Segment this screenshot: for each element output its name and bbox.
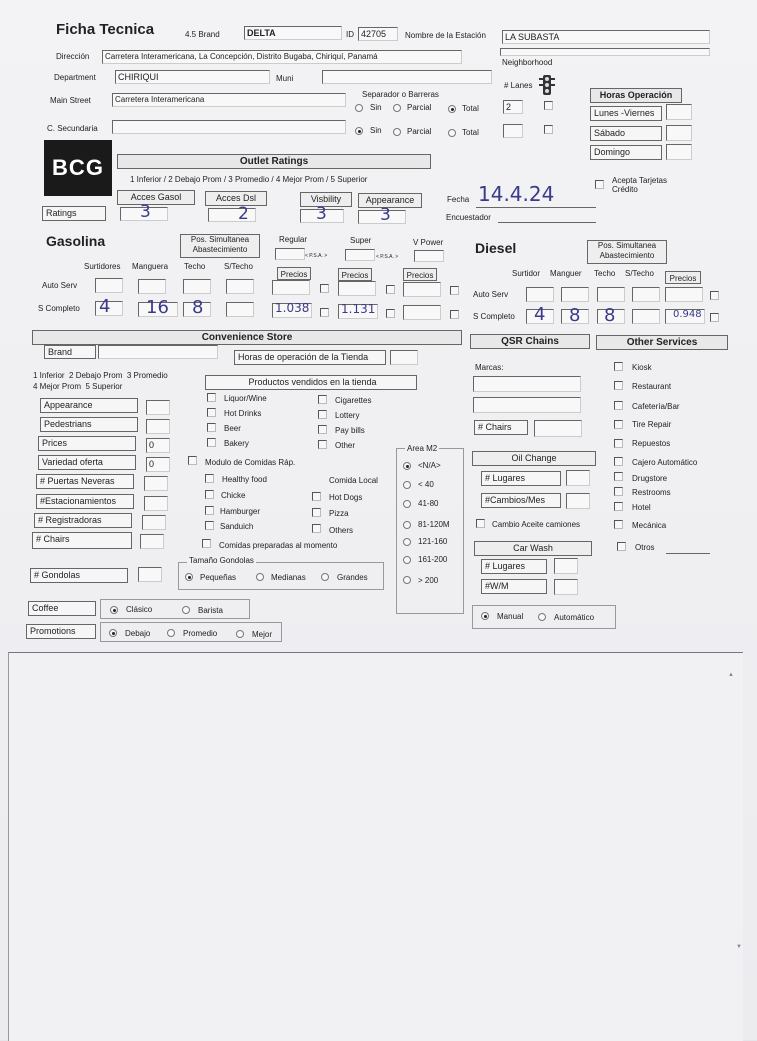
gas-auto-regular-price[interactable] (272, 280, 310, 295)
gondola-small-label: Pequeñas (200, 573, 237, 582)
secondary-lanes-checkbox[interactable] (544, 125, 553, 134)
gas-sc-manguera-value: 16 (146, 297, 169, 318)
gas-col-surtidores: Surtidores (84, 262, 121, 271)
svc-repuestos-label: Repuestos (632, 439, 671, 448)
coffee-group (100, 599, 250, 619)
food-module-label: Modulo de Comidas Ráp. (205, 458, 296, 467)
promotions-label: Promotions (26, 624, 96, 639)
svc-restaurant-label: Restaurant (632, 382, 672, 391)
super-prices-button[interactable]: Precios (338, 268, 372, 281)
address-label: Dirección (56, 52, 90, 61)
gondola-large-radio[interactable] (321, 573, 329, 581)
qsr-chairs-field[interactable] (534, 420, 582, 437)
acces-dsl-value: 2 (238, 204, 249, 224)
visibility-value: 3 (316, 204, 327, 224)
food-pizza-checkbox[interactable] (312, 508, 321, 517)
svc-atm-checkbox[interactable] (614, 457, 623, 466)
prod-pay-bills-label: Pay bills (335, 426, 365, 435)
ratings-row-label: Ratings (42, 206, 106, 221)
diesel-col-techo: Techo (594, 269, 616, 278)
oil-cambios-label: #Cambios/Mes (481, 493, 561, 508)
cs-hours-field[interactable] (390, 350, 418, 365)
convenience-store-title: Convenience Store (32, 330, 462, 345)
neighborhood-label: Neighborhood (502, 58, 553, 67)
wash-wm-label: #W/M (481, 579, 547, 594)
car-wash-button[interactable]: Car Wash (474, 541, 592, 556)
svc-mecanica-checkbox[interactable] (614, 520, 623, 529)
diesel-auto-surtidor[interactable] (526, 287, 554, 302)
cs-registradoras-label: # Registradoras (34, 513, 132, 528)
promo-mejor-radio[interactable] (236, 630, 244, 638)
cs-chairs-field[interactable] (140, 534, 164, 549)
area-lt40-label: < 40 (418, 480, 434, 489)
area-na-label: <N/A> (418, 461, 441, 470)
diesel-auto-stecho[interactable] (632, 287, 660, 302)
secondary-street-label: C. Secundaria (47, 124, 98, 133)
gasolina-simul-button[interactable]: Pos. Simultanea Abastecimiento (180, 234, 260, 258)
prod-beer-checkbox[interactable] (207, 423, 216, 432)
wash-lugares-label: # Lugares (481, 559, 547, 574)
food-chicken-label: Chicke (221, 491, 246, 500)
fuel-vpower-label: V Power (413, 238, 444, 247)
diesel-col-manguer: Manguer (550, 269, 582, 278)
svc-tire-repair-checkbox[interactable] (614, 420, 623, 429)
cs-estacionamientos-field[interactable] (144, 496, 168, 511)
bcg-logo: BCG (44, 140, 112, 196)
acces-gasol-label: Acces Gasol (117, 190, 195, 205)
gas-col-techo: Techo (184, 262, 206, 271)
promo-promedio-radio[interactable] (167, 629, 175, 637)
brand-field[interactable]: DELTA (244, 26, 342, 40)
fuel-regular-label: Regular (279, 235, 308, 244)
surveyor-line[interactable] (498, 222, 596, 223)
svc-repuestos-checkbox[interactable] (614, 439, 623, 448)
gas-auto-techo[interactable] (183, 279, 211, 294)
gas-sc-regular-price-value: 1.038 (275, 301, 310, 315)
prod-hot-drinks-label: Hot Drinks (224, 409, 262, 418)
diesel-prices-button[interactable]: Precios (665, 271, 701, 284)
diesel-title: Diesel (475, 240, 517, 256)
gas-sc-stecho[interactable] (226, 302, 254, 317)
separator-total-radio[interactable] (448, 105, 456, 113)
department-label: Department (54, 73, 96, 82)
hours-saturday-field[interactable] (666, 125, 692, 141)
hours-title: Horas Operación (590, 88, 682, 103)
svc-restrooms-label: Restrooms (632, 488, 671, 497)
hours-weekdays-label: Lunes -Viernes (590, 106, 662, 121)
area-81-120-radio[interactable] (403, 521, 411, 529)
lanes-checkbox[interactable] (544, 101, 553, 110)
separator-sin-radio[interactable] (355, 104, 363, 112)
ratings-legend: 1 Inferior / 2 Debajo Prom / 3 Promedio / 4 Mejor Prom / 5 Superior (130, 175, 368, 184)
area-lt40-radio[interactable] (403, 481, 411, 489)
cs-chairs-label: # Chairs (32, 532, 132, 549)
svc-hotel-label: Hotel (632, 503, 651, 512)
food-prepared-checkbox[interactable] (202, 539, 211, 548)
food-sandwich-checkbox[interactable] (205, 521, 214, 530)
coffee-barista-label: Barista (198, 606, 223, 615)
oil-cambios-field[interactable] (566, 493, 590, 509)
prod-liquor-checkbox[interactable] (207, 393, 216, 402)
cs-variedad-label: Variedad oferta (38, 455, 136, 470)
area-161-200-radio[interactable] (403, 556, 411, 564)
date-line (476, 207, 596, 208)
regular-psa-label: < P.S.A. > (305, 253, 328, 259)
prod-other-label: Other (335, 441, 356, 450)
coffee-clasico-radio[interactable] (110, 606, 118, 614)
svc-atm-label: Cajero Automático (632, 458, 698, 467)
gas-sc-techo-value: 8 (192, 297, 204, 318)
promo-mejor-label: Mejor (252, 630, 273, 639)
diesel-auto-manguer[interactable] (561, 287, 589, 302)
department-field[interactable]: CHIRIQUI (115, 70, 270, 84)
muni-field[interactable] (322, 70, 492, 84)
regular-prices-button[interactable]: Precios (277, 267, 311, 280)
svc-kiosk-label: Kiosk (632, 363, 652, 372)
gas-auto-regular-checkbox[interactable] (320, 284, 329, 293)
food-others-label: Others (329, 526, 354, 535)
separator-total-label: Total (462, 104, 479, 113)
oil-lugares-field[interactable] (566, 470, 590, 486)
prod-lottery-label: Lottery (335, 411, 360, 420)
qsr-marcas-label: Marcas: (475, 363, 504, 372)
prod-pay-bills-checkbox[interactable] (318, 425, 327, 434)
cs-gondolas-label: # Gondolas (30, 568, 128, 583)
diesel-col-stecho: S/Techo (625, 269, 654, 278)
separator-parcial-label: Parcial (407, 103, 432, 112)
food-hotdogs-checkbox[interactable] (312, 492, 321, 501)
cs-puertas-label: # Puertas Neveras (36, 474, 134, 489)
hours-sunday-label: Domingo (590, 145, 662, 160)
promo-promedio-label: Promedio (183, 629, 218, 638)
diesel-auto-checkbox[interactable] (710, 291, 719, 300)
muni-label: Muni (276, 74, 294, 83)
outlet-ratings-title: Outlet Ratings (117, 154, 431, 169)
address-field[interactable]: Carretera Interamericana, La Concepción, Distrito Bugaba, Chiriquí, Panamá (102, 50, 462, 64)
hours-saturday-label: Sábado (590, 126, 662, 141)
notes-scroll-up-icon[interactable]: ▲ (728, 672, 734, 678)
gas-s-completo-label: S Completo (38, 304, 80, 313)
cs-pedestrians-label: Pedestrians (40, 417, 138, 432)
coffee-clasico-label: Clásico (126, 605, 153, 614)
super-psa-field[interactable] (345, 249, 375, 261)
diesel-simul-button[interactable]: Pos. Simultanea Abastecimiento (587, 240, 667, 264)
gondola-medium-radio[interactable] (256, 573, 264, 581)
diesel-col-surtidor: Surtidor (512, 269, 541, 278)
wash-manual-radio[interactable] (481, 612, 489, 620)
secondary-lanes-field[interactable] (503, 124, 523, 138)
gas-col-stecho: S/Techo (224, 262, 253, 271)
cambio-aceite-label: Cambio Aceite camiones (492, 520, 581, 529)
gas-auto-vpower-checkbox[interactable] (450, 286, 459, 295)
area-121-160-radio[interactable] (403, 538, 411, 546)
gas-auto-super-checkbox[interactable] (386, 285, 395, 294)
cards-checkbox[interactable] (595, 180, 604, 189)
station-field[interactable]: LA SUBASTA (502, 30, 710, 44)
svc-hotel-checkbox[interactable] (614, 502, 623, 511)
area-label: Area M2 (407, 444, 438, 453)
id-label: ID (346, 30, 354, 39)
diesel-auto-price[interactable] (665, 287, 703, 302)
qsr-marcas-field-2[interactable] (473, 397, 581, 413)
coffee-label: Coffee (28, 601, 96, 616)
gas-sc-super-price-value: 1.131 (341, 302, 376, 316)
gas-auto-vpower-price[interactable] (403, 282, 441, 297)
cs-registradoras-field[interactable] (142, 515, 166, 530)
gas-sc-super-checkbox[interactable] (386, 309, 395, 318)
cs-brand-field[interactable] (98, 345, 218, 359)
station-label: Nombre de la Estación (405, 31, 486, 40)
date-value: 14.4.24 (478, 182, 555, 206)
cards-label: Acepta Tarjetas Crédito (612, 176, 667, 194)
gas-auto-serv-label: Auto Serv (42, 281, 78, 290)
svc-drugstore-checkbox[interactable] (614, 472, 623, 481)
prod-other-checkbox[interactable] (318, 440, 327, 449)
cs-brand-label: Brand (44, 345, 96, 359)
gas-auto-super-price[interactable] (338, 281, 376, 296)
food-hamburger-label: Hamburger (220, 507, 261, 516)
separator-parcial-radio[interactable] (393, 104, 401, 112)
secondary-sin-radio[interactable] (355, 127, 363, 135)
wash-wm-field[interactable] (554, 579, 578, 595)
main-street-label: Main Street (50, 96, 91, 105)
food-healthy-label: Healthy food (222, 475, 267, 484)
food-prepared-label: Comidas preparadas al momento (219, 541, 338, 550)
diesel-sc-stecho[interactable] (632, 309, 660, 324)
gas-sc-vpower-price[interactable] (403, 305, 441, 320)
cs-gondolas-field[interactable] (138, 567, 162, 582)
secondary-sin-label: Sin (370, 126, 382, 135)
prod-lottery-checkbox[interactable] (318, 410, 327, 419)
lanes-label: # Lanes (504, 81, 533, 90)
secondary-parcial-radio[interactable] (393, 128, 401, 136)
fuel-super-label: Super (350, 236, 372, 245)
notes-scroll-down-icon[interactable]: ▼ (736, 944, 742, 950)
svc-restrooms-checkbox[interactable] (614, 487, 623, 496)
cs-prices-label: Prices (38, 436, 136, 451)
secondary-parcial-label: Parcial (407, 127, 432, 136)
svc-otros-checkbox[interactable] (617, 542, 626, 551)
gas-auto-stecho[interactable] (226, 279, 254, 294)
cs-variedad-field[interactable]: 0 (146, 457, 170, 472)
id-field[interactable]: 42705 (358, 27, 398, 41)
gas-auto-surtidores[interactable] (95, 278, 123, 293)
prod-liquor-label: Liquor/Wine (224, 394, 267, 403)
wash-lugares-field[interactable] (554, 558, 578, 574)
main-street-field[interactable]: Carretera Interamericana (112, 93, 346, 107)
food-module-checkbox[interactable] (188, 456, 197, 465)
traffic-light-icon (538, 74, 556, 96)
area-161-200-label: 161-200 (418, 555, 448, 564)
diesel-auto-techo[interactable] (597, 287, 625, 302)
diesel-auto-serv-label: Auto Serv (473, 290, 509, 299)
promo-debajo-label: Debajo (125, 629, 151, 638)
appearance-rating-label: Appearance (358, 193, 422, 208)
gas-sc-regular-checkbox[interactable] (320, 308, 329, 317)
wash-manual-label: Manual (497, 612, 524, 621)
svc-kiosk-checkbox[interactable] (614, 362, 623, 371)
regular-psa-field[interactable] (275, 248, 305, 260)
gas-sc-surtidores-value: 4 (99, 296, 111, 317)
diesel-sc-surtidor-value: 4 (534, 304, 546, 325)
acces-gasol-value: 3 (140, 202, 151, 222)
food-sandwich-label: Sanduich (220, 522, 254, 531)
cs-hours-label: Horas de operación de la Tienda (234, 350, 386, 365)
cs-puertas-field[interactable] (144, 476, 168, 491)
notes-area[interactable] (8, 652, 743, 1041)
diesel-sc-manguer-value: 8 (569, 305, 581, 326)
gondola-size-label: Tamaño Gondolas (189, 556, 254, 565)
wash-auto-label: Automático (554, 613, 595, 622)
vpower-psa-field[interactable] (414, 250, 444, 262)
gas-col-manguera: Manguera (132, 262, 169, 271)
surveyor-label: Encuestador (446, 213, 491, 222)
qsr-title: QSR Chains (470, 334, 590, 349)
brand-label: 4.5 Brand (185, 30, 220, 39)
separator-label: Separador o Barreras (362, 90, 439, 99)
area-41-80-label: 41-80 (418, 499, 439, 508)
svc-tire-repair-label: Tire Repair (632, 420, 672, 429)
food-chicken-checkbox[interactable] (205, 490, 214, 499)
cs-products-label: Productos vendidos en la tienda (205, 375, 417, 390)
hours-weekdays-field[interactable] (666, 104, 692, 120)
wash-auto-radio[interactable] (538, 613, 546, 621)
food-pizza-label: Pizza (329, 509, 349, 518)
svc-drugstore-label: Drugstore (632, 474, 668, 483)
secondary-total-label: Total (462, 128, 479, 137)
prod-bakery-checkbox[interactable] (207, 438, 216, 447)
prod-beer-label: Beer (224, 424, 241, 433)
gondola-large-label: Grandes (337, 573, 368, 582)
svc-restaurant-checkbox[interactable] (614, 381, 623, 390)
gondola-medium-label: Medianas (271, 573, 306, 582)
neighborhood-field[interactable] (500, 48, 710, 56)
svc-cafeteria-checkbox[interactable] (614, 401, 623, 410)
promo-debajo-radio[interactable] (109, 629, 117, 637)
gasolina-title: Gasolina (46, 233, 106, 249)
svc-mecanica-label: Mecánica (632, 521, 667, 530)
secondary-total-radio[interactable] (448, 129, 456, 137)
separator-sin-label: Sin (370, 103, 382, 112)
food-local-label: Comida Local (329, 476, 378, 485)
area-81-120-label: 81-120M (418, 520, 450, 529)
food-healthy-checkbox[interactable] (205, 474, 214, 483)
cs-appearance-field[interactable] (146, 400, 170, 415)
food-others-checkbox[interactable] (312, 524, 321, 533)
food-hamburger-checkbox[interactable] (205, 506, 214, 515)
other-services-title: Other Services (596, 335, 728, 350)
cs-rating-legend: 1 Inferior 2 Debajo Prom 3 Promedio 4 Mejor Prom 5 Superior (33, 371, 168, 391)
area-41-80-radio[interactable] (403, 500, 411, 508)
prod-bakery-label: Bakery (224, 439, 249, 448)
cs-pedestrians-field[interactable] (146, 419, 170, 434)
area-group (396, 448, 464, 614)
cs-appearance-label: Appearance (40, 398, 138, 413)
area-121-160-label: 121-160 (418, 537, 448, 546)
svc-otros-label: Otros (635, 543, 655, 552)
coffee-barista-radio[interactable] (182, 606, 190, 614)
cambio-aceite-checkbox[interactable] (476, 519, 485, 528)
diesel-sc-price-value: 0.948 (673, 309, 702, 320)
oil-change-button[interactable]: Oil Change (472, 451, 596, 466)
super-psa-label: < P.S.A. > (376, 254, 399, 260)
oil-lugares-label: # Lugares (481, 471, 561, 486)
date-label: Fecha (447, 195, 470, 204)
gas-auto-manguera[interactable] (138, 279, 166, 294)
acces-dsl-label: Acces Dsl (205, 191, 267, 206)
diesel-s-completo-label: S Completo (473, 312, 515, 321)
cs-prices-field[interactable]: 0 (146, 438, 170, 453)
prod-cigarettes-label: Cigarettes (335, 396, 372, 405)
svc-cafeteria-label: Cafetería/Bar (632, 402, 680, 411)
diesel-sc-techo-value: 8 (604, 305, 616, 326)
visibility-label: Visbility (300, 192, 352, 207)
area-gt200-label: > 200 (418, 576, 439, 585)
form-title: Ficha Tecnica (56, 21, 155, 38)
qsr-chairs-label: # Chairs (474, 420, 528, 435)
qsr-marcas-field-1[interactable] (473, 376, 581, 392)
svc-otros-line[interactable] (666, 553, 710, 554)
gondola-small-radio[interactable] (185, 573, 193, 581)
food-hotdogs-label: Hot Dogs (329, 493, 363, 502)
prod-hot-drinks-checkbox[interactable] (207, 408, 216, 417)
area-gt200-radio[interactable] (403, 576, 411, 584)
gas-sc-vpower-checkbox[interactable] (450, 310, 459, 319)
cs-estacionamientos-label: #Estacionamientos (36, 494, 134, 509)
diesel-sc-checkbox[interactable] (710, 313, 719, 322)
appearance-rating-value: 3 (380, 205, 391, 225)
hours-sunday-field[interactable] (666, 144, 692, 160)
lanes-field[interactable]: 2 (503, 100, 523, 114)
secondary-street-field[interactable] (112, 120, 346, 134)
vpower-prices-button[interactable]: Precios (403, 268, 437, 281)
prod-cigarettes-checkbox[interactable] (318, 395, 327, 404)
area-na-radio[interactable] (403, 462, 411, 470)
